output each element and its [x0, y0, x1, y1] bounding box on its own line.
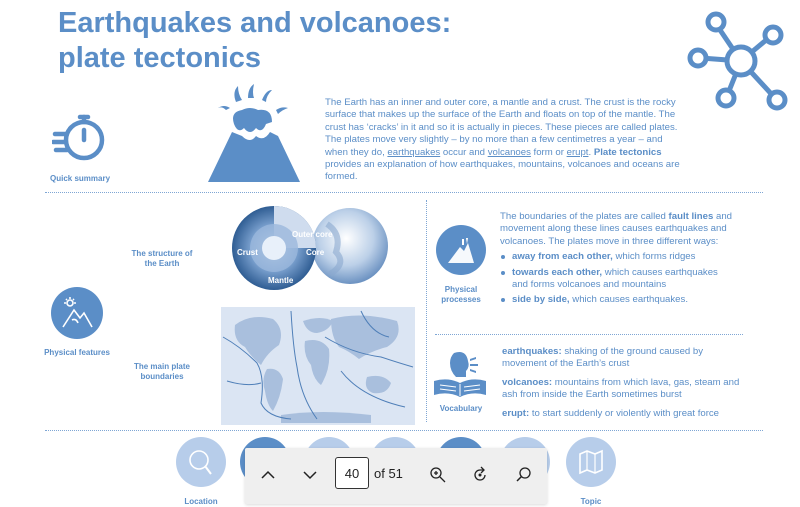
zoom-in-button[interactable]: [421, 458, 455, 492]
globe-person-icon: [187, 448, 215, 476]
nav-label: Topic: [580, 497, 602, 506]
list-item: [500, 294, 735, 306]
stopwatch-icon: [52, 112, 108, 164]
volcanoes-link[interactable]: volcanoes: [487, 146, 531, 158]
plate-boundaries-map: [221, 307, 415, 425]
pdf-toolbar: [245, 448, 547, 504]
physical-processes-text: [500, 211, 735, 307]
physical-processes-icon: [436, 225, 486, 275]
bullet-text: which causes earthquakes.: [569, 294, 688, 306]
page-number-input[interactable]: [335, 457, 369, 489]
list-item: [500, 267, 735, 292]
volcano-icon: [206, 84, 302, 184]
summary-text: [325, 97, 680, 184]
summary-text-part: The Earth has an inner and outer core, a mantle and a crust. The crust is the rocky surface that makes up the surface of the Earth and floats on top of the mantle. The crust has ‘cracks’ in it and so it is actually in pieces. These pieces are called plates. The plates move very slightly – by no more than a few centimetres a year – and when they do,: [325, 97, 678, 158]
divider: [45, 192, 763, 193]
vocab-term: erupt:: [502, 407, 530, 419]
mantle-label: Mantle: [268, 276, 294, 285]
vocab-term: earthquakes:: [502, 346, 562, 357]
chevron-up-icon: [259, 466, 277, 484]
search-button[interactable]: [507, 458, 541, 492]
vocabulary-label: Vocabulary: [439, 404, 483, 413]
rotate-button[interactable]: [463, 458, 497, 492]
vocabulary-icon: [432, 349, 490, 399]
list-item: [500, 251, 735, 263]
page-title: [58, 6, 451, 76]
vocabulary-list: [502, 346, 747, 426]
bullet-term: towards each other,: [512, 266, 603, 278]
physical-processes-label: Physical processes: [441, 285, 481, 304]
earth-structure-label: The structure of the Earth: [131, 249, 193, 268]
zoom-in-icon: [429, 466, 447, 484]
bullet-text: which forms ridges: [612, 251, 696, 263]
physical-features-icon: [51, 287, 103, 339]
previous-page-button[interactable]: [251, 458, 285, 492]
title-line-2: plate tectonics: [58, 42, 262, 74]
vocab-definition: mountains from which lava, gas, steam and ash from inside the Earth sometimes burst: [502, 376, 740, 401]
vocab-term: volcanoes:: [502, 376, 553, 388]
vocab-definition: shaking of the ground caused by movement of the Earth’s crust: [502, 346, 704, 370]
quick-summary-label: Quick summary: [49, 174, 111, 183]
search-icon: [515, 466, 533, 484]
plate-movement-list: [500, 251, 735, 307]
fault-lines-term: fault lines: [668, 211, 714, 222]
summary-text-part: provides an explanation of how earthquakes, mountains, volcanoes and oceans are formed.: [325, 159, 680, 183]
list-item: [502, 408, 747, 420]
bullet-term: away from each other,: [512, 251, 613, 263]
summary-text-part: occur and: [440, 146, 488, 158]
network-icon: [683, 6, 793, 112]
summary-text-part: .: [588, 146, 594, 158]
core-label: Core: [306, 248, 325, 257]
chevron-down-icon: [301, 466, 319, 484]
bullet-text: which causes earthquakes and forms volcanoes and mountains: [512, 266, 718, 291]
divider: [45, 430, 763, 431]
title-line-1: Earthquakes and volcanoes:: [58, 7, 452, 39]
list-item: [502, 346, 747, 371]
processes-intro: The boundaries of the plates are called: [500, 211, 669, 222]
plate-tectonics-term: Plate tectonics: [593, 146, 662, 158]
bullet-term: side by side,: [512, 294, 570, 306]
plate-boundaries-label: The main plate boundaries: [133, 362, 190, 381]
nav-location-button[interactable]: [176, 437, 226, 487]
nav-topic-button[interactable]: [566, 437, 616, 487]
vocab-definition: to start suddenly or violently with great force: [529, 407, 720, 419]
rotate-icon: [471, 466, 489, 484]
processes-intro: and movement along these lines causes earthquakes and volcanoes. The plates move in three different ways:: [500, 211, 733, 247]
erupt-link[interactable]: erupt: [566, 146, 589, 158]
divider: [426, 200, 427, 422]
earthquakes-link[interactable]: earthquakes: [387, 146, 441, 158]
nav-label: Location: [184, 497, 218, 506]
physical-features-label: Physical features: [44, 348, 110, 357]
outer-core-label: Outer core: [292, 230, 333, 239]
list-item: [502, 377, 747, 402]
summary-text-part: form or: [530, 146, 567, 158]
map-icon: [577, 448, 605, 476]
page-count: of 51: [374, 466, 403, 481]
divider: [435, 334, 743, 335]
next-page-button[interactable]: [293, 458, 327, 492]
crust-label: Crust: [237, 248, 258, 257]
